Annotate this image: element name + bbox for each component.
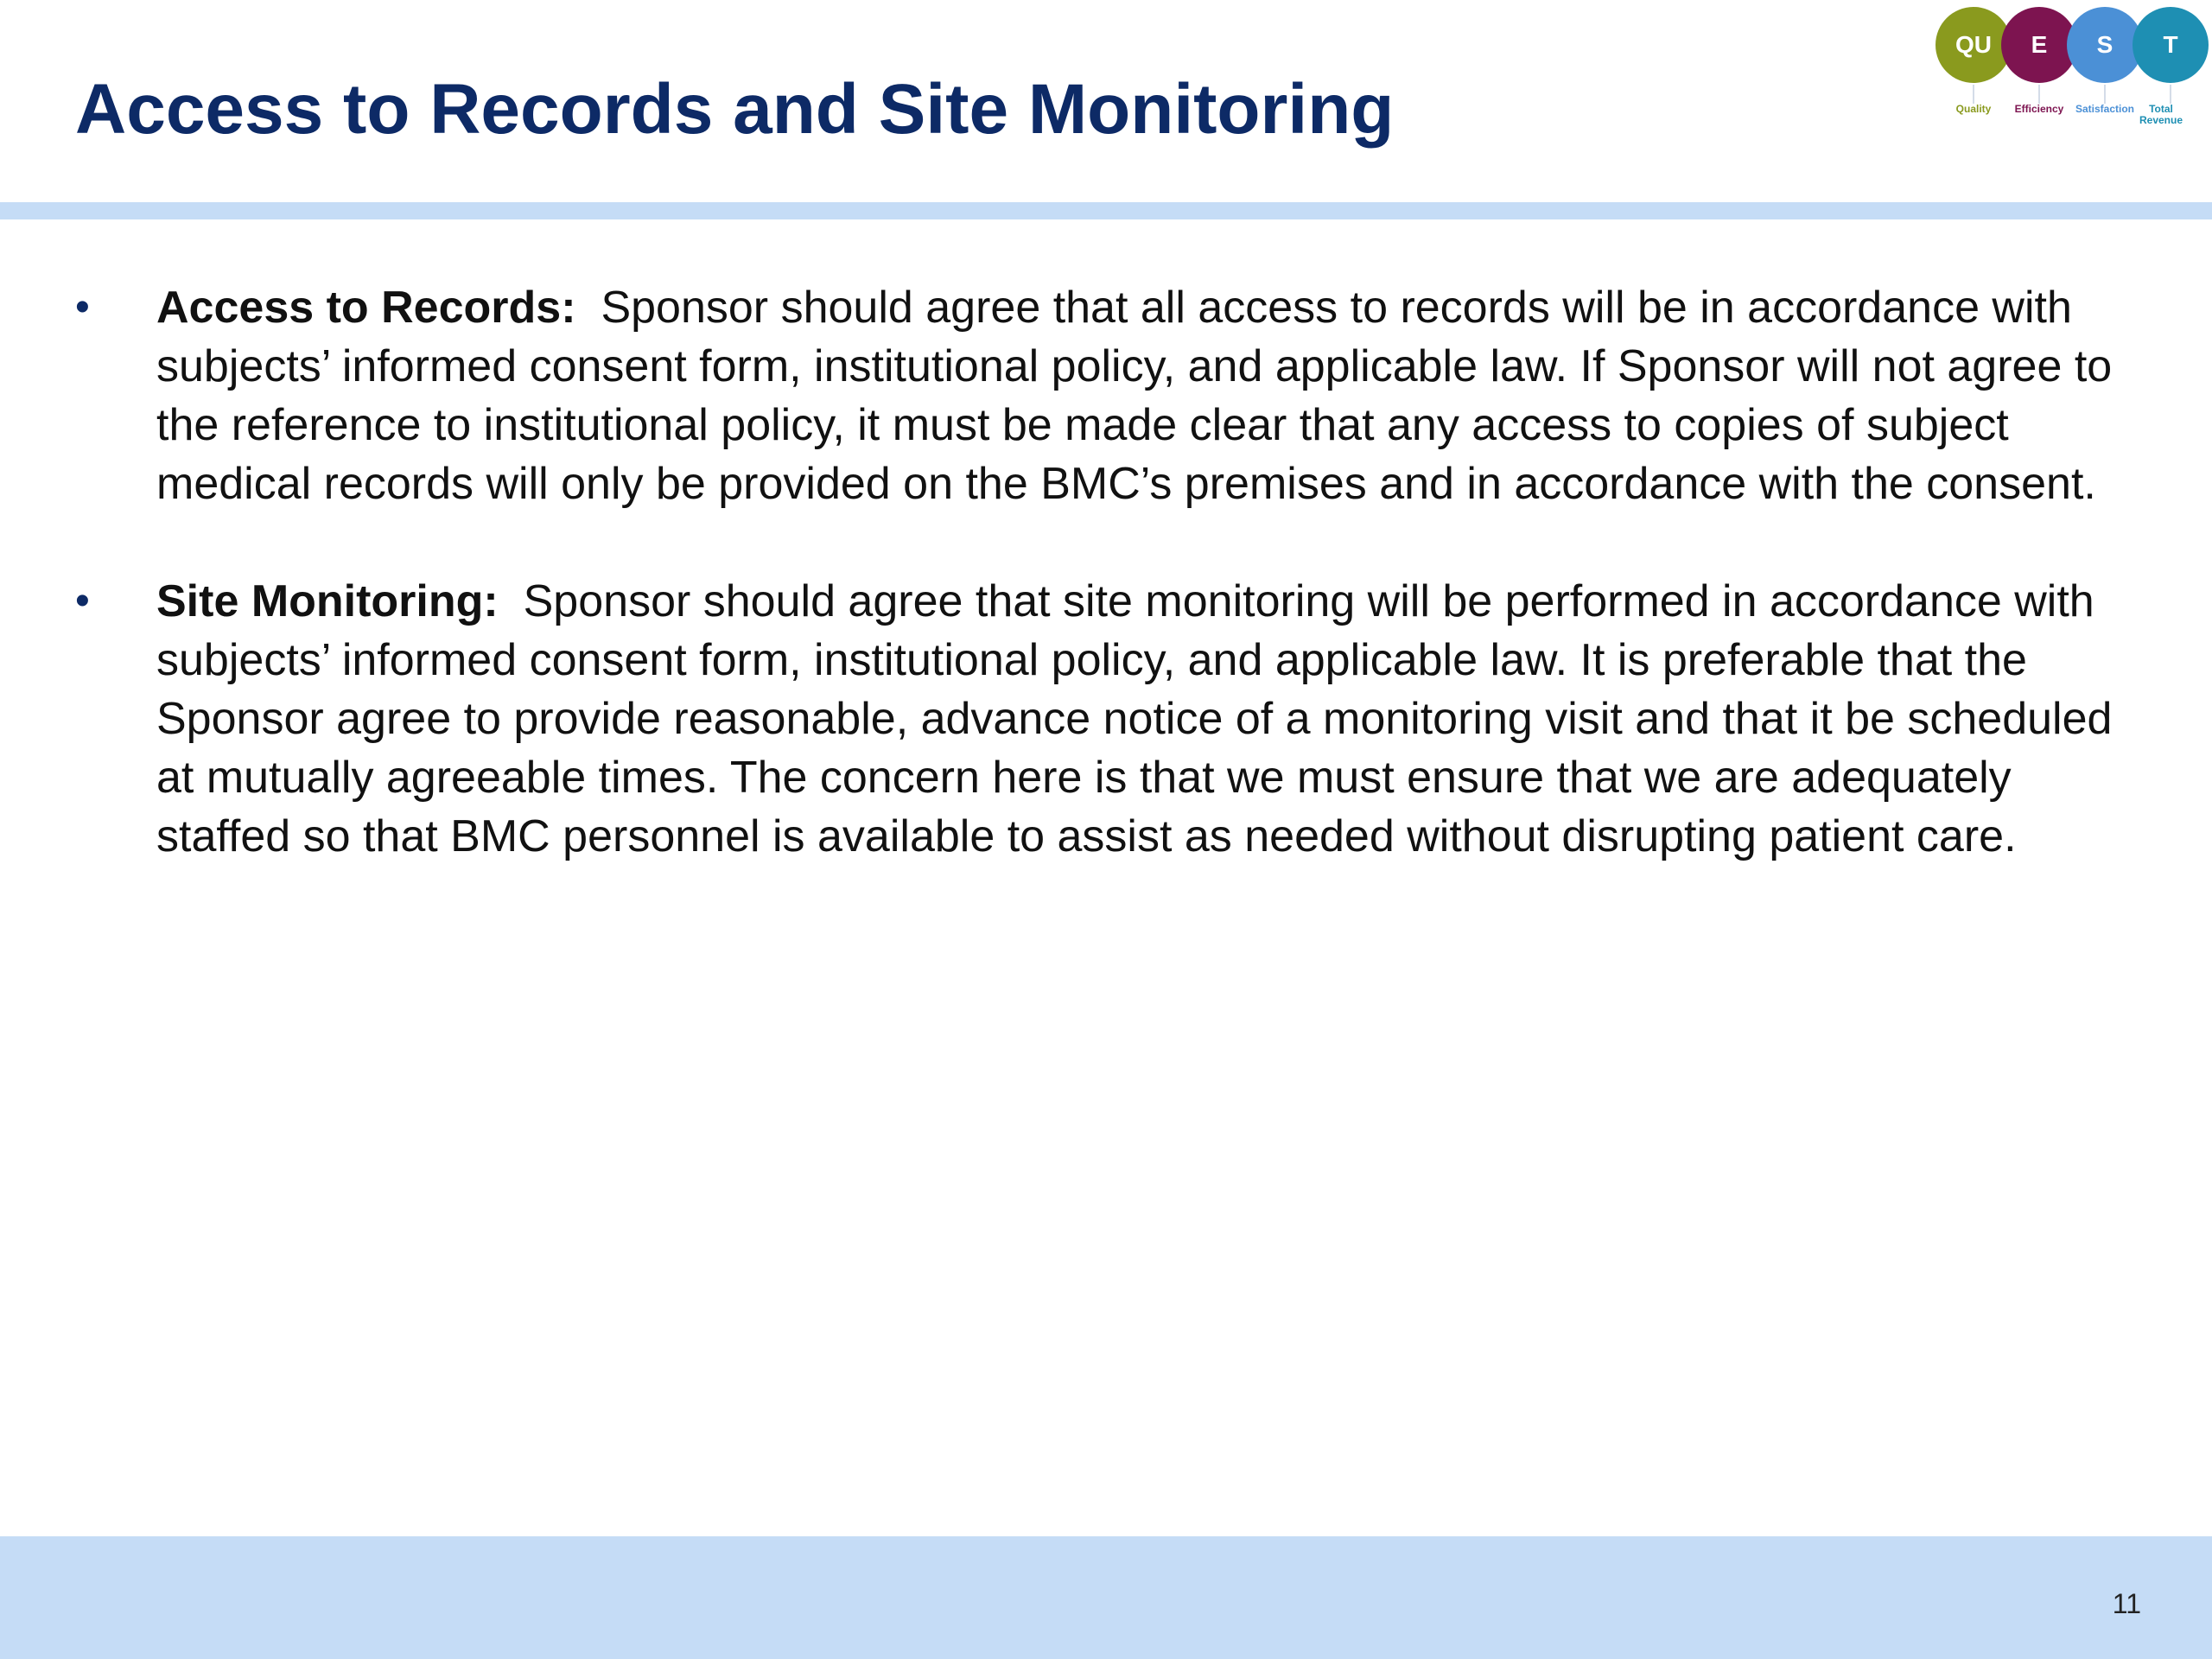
logo-caption-efficiency: Efficiency: [2014, 103, 2064, 115]
logo-circle-efficiency: [2001, 7, 2077, 83]
bullet-item-access-to-records: [75, 278, 2114, 513]
logo-stem: [2170, 85, 2171, 104]
bullet-label: Access to Records:: [156, 283, 576, 333]
bullet-paragraph: [156, 278, 2114, 513]
logo-letters-quality: QU: [1955, 31, 1992, 58]
bullet-item-site-monitoring: [75, 572, 2114, 866]
logo-letters-total-revenue: T: [2163, 31, 2178, 58]
logo-letters-efficiency: E: [2031, 31, 2048, 58]
logo-stem: [1973, 85, 1974, 104]
logo-caption-satisfaction: Satisfaction: [2075, 103, 2134, 115]
slide-title: Access to Records and Site Monitoring: [75, 70, 1395, 149]
bullet-icon: •: [75, 578, 90, 624]
bullet-text: Sponsor should agree that all access to records will be in accordance with subjects’ informed consent form, institutional policy, and applicable law. If Sponsor will not agree to the reference to institutional policy, it must be made clear that any access to copies of subject medical records will only be provided on the BMC’s premises and in accordance with the consent.: [156, 283, 2113, 509]
bullet-text: Sponsor should agree that site monitoring will be performed in accordance with subjects’ informed consent form, institutional policy, and applicable law. It is preferable that the Sponsor agree to provide reasonable, advance notice of a monitoring visit and that it be scheduled at mutually agreeable times. The concern here is that we must ensure that we are adequately staffed so that BMC personnel is available to assist as needed without disrupting patient care.: [156, 576, 2113, 861]
logo-stem: [2038, 85, 2040, 104]
logo-circle-satisfaction: [2067, 7, 2143, 83]
title-divider: [0, 202, 2212, 219]
bullet-icon: •: [75, 284, 90, 330]
page-number: 11: [2112, 1588, 2141, 1619]
quest-logo: [1925, 7, 2212, 137]
logo-caption-quality: Quality: [1955, 103, 1992, 115]
bullet-paragraph: [156, 572, 2114, 866]
logo-stem: [2104, 85, 2106, 104]
logo-circle-quality: [1936, 7, 2012, 83]
slide-body: [75, 278, 2114, 925]
logo-caption-total-revenue: Total Revenue: [2139, 103, 2183, 126]
logo-letters-satisfaction: S: [2096, 31, 2113, 58]
logo-circle-total-revenue: [2133, 7, 2209, 83]
bullet-label: Site Monitoring:: [156, 576, 499, 626]
footer-band: [0, 1536, 2212, 1659]
